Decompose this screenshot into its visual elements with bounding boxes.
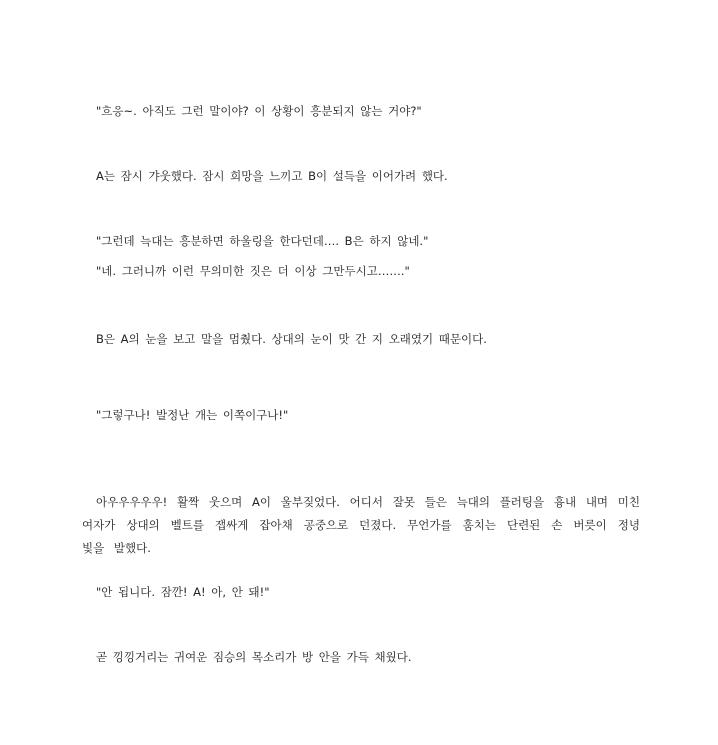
narration-paragraph: 곧 낑낑거리는 귀여운 짐승의 목소리가 방 안을 가득 채웠다. bbox=[96, 650, 412, 664]
narration-paragraph: B은 A의 눈을 보고 말을 멈췄다. 상대의 눈이 맛 간 지 오래였기 때문이다. bbox=[96, 332, 487, 346]
dialogue-paragraph: "그렇구나! 발정난 개는 이쪽이구나!" bbox=[96, 408, 289, 422]
dialogue-paragraph: "네. 그러니까 이런 무의미한 짓은 더 이상 그만두시고……." bbox=[96, 264, 410, 278]
narration-paragraph: 아우우우우우! 활짝 웃으며 A이 울부짖었다. 어디서 잘못 들은 늑대의 플러팅을 흉내 내며 미친 여자가 상대의 벨트를 잽싸게 잡아채 공중으로 던졌다. 무언가를 훔치는 단련된 손 버릇이 정녕 빛을 발했다. bbox=[82, 495, 640, 555]
narration-paragraph: A는 잠시 갸웃했다. 잠시 희망을 느끼고 B이 설득을 이어가려 했다. bbox=[96, 169, 448, 183]
dialogue-paragraph: "흐응~. 아직도 그런 말이야? 이 상황이 흥분되지 않는 거야?" bbox=[96, 104, 422, 118]
dialogue-paragraph: "그런데 늑대는 흥분하면 하울링을 한다던데…. B은 하지 않네." bbox=[96, 234, 429, 248]
dialogue-paragraph: "안 됩니다. 잠깐! A! 아, 안 돼!" bbox=[96, 585, 270, 599]
